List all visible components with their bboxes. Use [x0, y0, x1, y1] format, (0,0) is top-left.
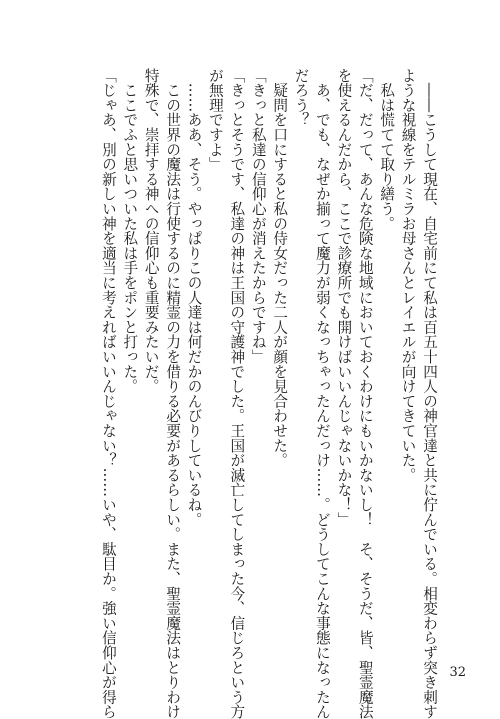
vertical-text-body	[98, 68, 441, 719]
text-line: ――こうして現在、自宅前にて私は百五十四人の神官達と共に佇んでいる。相変わらず突き刺す	[421, 68, 438, 719]
text-line: 「きっと私達の信仰心が消えたからですね」	[249, 68, 267, 364]
text-line: あ、でも、なぜか揃って魔力が弱くなっちゃったんだっけ……。どうしてこんな事態になったん	[313, 68, 331, 719]
text-line: ここでふと思いついた私は手をポンと打った。	[121, 68, 139, 394]
text-line: 「じゃあ、別の新しい神を適当に考えればいいんじゃない？……いや、駄目か。強い信仰心が得ら	[99, 68, 117, 719]
text-line: 疑問を口にすると私の侍女だった二人が顔を見合わせた。	[271, 68, 289, 468]
text-line: ような視線をテルミラお母さんとレイエルが向けてきていた。	[399, 68, 417, 483]
text-line: 「きっとそうです、私達の神は王国の守護神でした。王国が滅亡してしまった今、信じろという方	[228, 68, 246, 719]
text-line: 「だ、だって、あんな危険な地域においておくわけにもいかないし！ そ、そうだ、皆、聖霊魔法	[356, 68, 374, 719]
page-number: 32	[449, 665, 466, 680]
text-line: だろう？	[292, 68, 310, 128]
text-line: この世界の魔法は行使するのに精霊の力を借りる必要があるらしい。また、聖霊魔法はとりわけ	[164, 68, 182, 719]
text-line: を使えるんだから、ここで診療所でも開けばいいんじゃないかな！」	[335, 68, 353, 527]
text-line: が無理ですよ」	[206, 68, 224, 172]
text-line: 特殊で、崇拝する神への信仰心も重要みたいだ。	[142, 68, 160, 394]
text-line: 私は慌てて取り繕う。	[378, 68, 396, 231]
text-line: ……ああ、そう。やっぱりこの人達は何だかのんびりしているね。	[185, 68, 203, 527]
